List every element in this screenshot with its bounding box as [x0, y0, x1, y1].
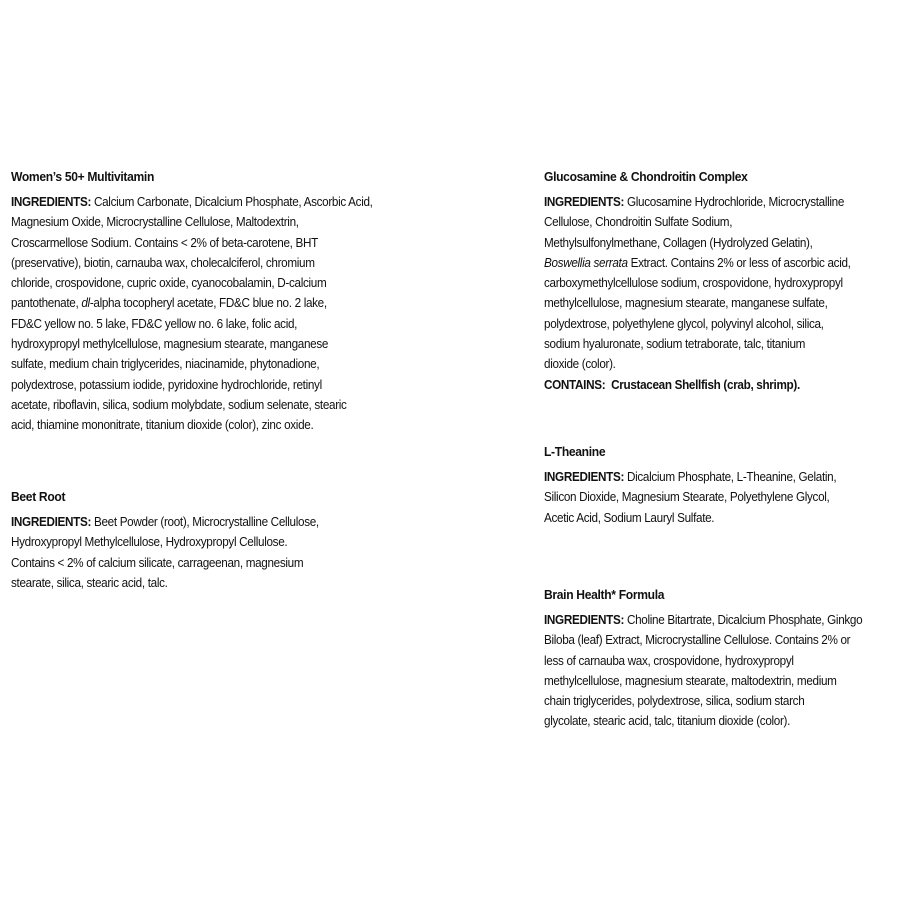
brain-health-ingredients-panel [544, 585, 900, 732]
multivitamin-ingredients-panel [11, 167, 411, 436]
brain-health-ingredients-text: INGREDIENTS: Choline Bitartrate, Dicalcium Phosphate, Ginkgo Biloba (leaf) Extract, Microcrystalline Cellulose. Contains 2% or less of carnauba wax, crospovidone, hydroxypropyl methylcellulose, magnesium stearate, maltodextrin, medium chain triglycerides, polydextrose, silica, sodium starch glycolate, stearic acid, talc, titanium dioxide (color). [544, 613, 863, 729]
ingredients-label: INGREDIENTS: [544, 470, 625, 484]
contains-text: Crustacean Shellfish (crab, shrimp). [611, 377, 800, 392]
theanine-ingredients-panel [544, 442, 893, 528]
theanine-title: L-Theanine [544, 444, 606, 459]
brain-health-title: Brain Health* Formula [544, 587, 665, 602]
glucosamine-ingredients-panel [544, 167, 897, 395]
multivitamin-ingredients-text: INGREDIENTS: Calcium Carbonate, Dicalcium Phosphate, Ascorbic Acid, Magnesium Oxide, Microcrystalline Cellulose, Maltodextrin, Croscarmellose Sodium. Contains < 2% of beta-carotene, BHT (preservative), biotin, carnauba wax, cholecalciferol, chromium chloride, crospovidone, cupric oxide, cyanocobalamin, D-calcium pantothenate, dl-alpha tocopheryl acetate, FD&C blue no. 2 lake, FD&C yellow no. 5 lake, FD&C yellow no. 6 lake, folic acid, hydroxypropyl methylcellulose, magnesium stearate, manganese sulfate, medium chain triglycerides, niacinamide, phytonadione, polydextrose, potassium iodide, pyridoxine hydrochloride, retinyl acetate, riboflavin, silica, sodium molybdate, sodium selenate, stearic acid, thiamine mononitrate, titanium dioxide (color), zinc oxide. [11, 195, 373, 433]
contains-label: CONTAINS: [544, 377, 606, 392]
glucosamine-allergen-statement [544, 375, 897, 395]
glucosamine-title: Glucosamine & Chondroitin Complex [544, 169, 748, 184]
ingredients-label: INGREDIENTS: [11, 195, 92, 209]
multivitamin-title: Women’s 50+ Multivitamin [11, 169, 155, 184]
theanine-ingredients-text: INGREDIENTS: Dicalcium Phosphate, L-Theanine, Gelatin, Silicon Dioxide, Magnesium Stearate, Polyethylene Glycol, Acetic Acid, Sodium Lauryl Sulfate. [544, 470, 837, 525]
ingredients-label: INGREDIENTS: [11, 515, 92, 529]
ingredients-label: INGREDIENTS: [544, 613, 625, 627]
beetroot-ingredients-text: INGREDIENTS: Beet Powder (root), Microcrystalline Cellulose, Hydroxypropyl Methylcellulose, Hydroxypropyl Cellulose. Contains < 2% of calcium silicate, carrageenan, magnesium stearate, silica, stearic acid, talc. [11, 515, 319, 590]
beetroot-ingredients-panel [11, 487, 355, 593]
beetroot-title: Beet Root [11, 489, 66, 504]
ingredients-label: INGREDIENTS: [544, 195, 625, 209]
glucosamine-ingredients-text: INGREDIENTS: Glucosamine Hydrochloride, Microcrystalline Cellulose, Chondroitin Sulfate Sodium, Methylsulfonylmethane, Collagen (Hydrolyzed Gelatin), Boswellia serrata Extract. Contains 2% or less of ascorbic acid, carboxymethylcellulose sodium, crospovidone, hydroxypropyl methylcellulose, magnesium stearate, manganese sulfate, polydextrose, polyethylene glycol, polyvinyl alcohol, silica, sodium hyaluronate, sodium tetraborate, talc, titanium dioxide (color). [544, 195, 851, 372]
